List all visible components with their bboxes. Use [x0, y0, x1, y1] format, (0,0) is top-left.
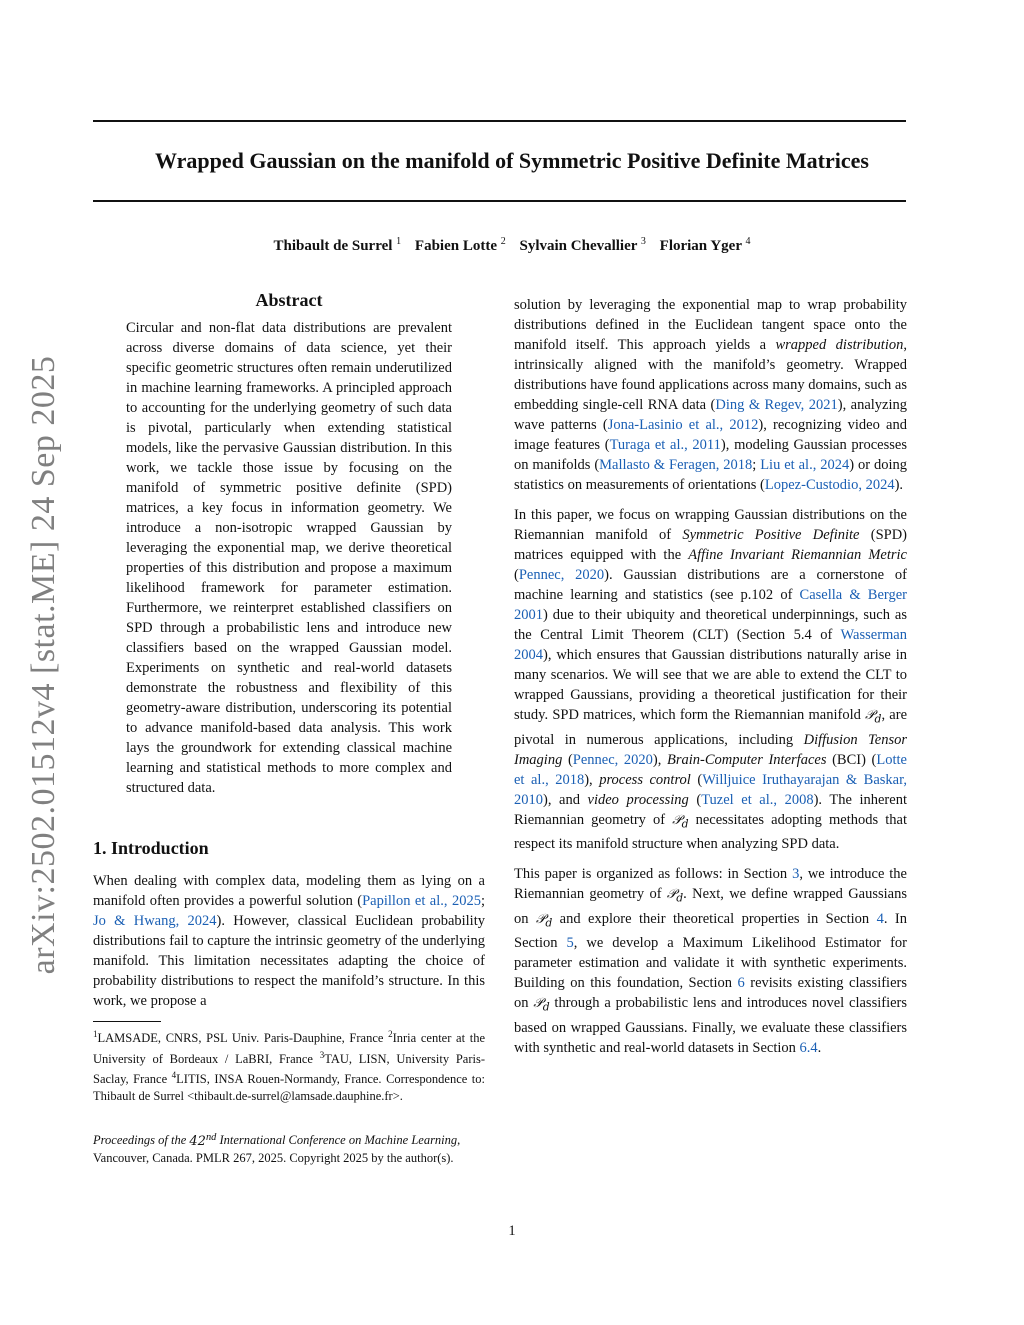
math-pd: 𝒫$_d$	[535, 911, 553, 930]
paper-title: Wrapped Gaussian on the manifold of Symmetric Positive Definite Matrices	[155, 148, 869, 173]
citation-link[interactable]: Tuzel et al., 2008	[701, 791, 814, 808]
left-column	[93, 290, 485, 1167]
author: Florian Yger $^4$	[659, 236, 751, 254]
citation-link[interactable]: Pennec, 2020	[518, 567, 605, 583]
abstract-body: Circular and non-flat data distributions are prevalent across diverse domains of data science, yet their specific geometric structures often remain underutilized in machine learning frameworks. A principled approach to accounting for the underlying geometry of such data is pivotal, particularly when extending statistical models, like the pervasive Gaussian distribution. In this work, we tackle those issue by focusing on the manifold of symmetric positive definite (SPD) matrices, a key focus in information geometry. We introduce a non-isotropic wrapped Gaussian by leveraging the exponential map, we derive theoretical properties of this distribution and propose a maximum likelihood framework for parameter estimation. Furthermore, we reinterpret established classifiers on SPD through a probabilistic lens and introduce new classifiers based on the wrapped Gaussian model. Experiments on synthetic and real-world datasets demonstrate the robustness and flexibility of this geometry-aware distribution, underscoring its potential to advance manifold-based data analysis. This work lays the groundwork for extending classical machine learning and statistical methods to more complex and structured data.	[126, 320, 452, 796]
math-pd: 𝒫$_d$	[533, 996, 550, 1014]
citation-link[interactable]: Papillon et al., 2025	[362, 893, 481, 909]
citation-link[interactable]: Pennec, 2020	[572, 751, 653, 768]
section-link[interactable]: 6	[737, 975, 745, 992]
section-link[interactable]: 5	[566, 935, 574, 952]
citation-link[interactable]: Liu et al., 2024	[760, 457, 850, 473]
author: Sylvain Chevallier $^3$	[519, 236, 646, 254]
citation-link[interactable]: Ding & Regev, 2021	[715, 397, 838, 413]
page-number: 1	[508, 1223, 516, 1239]
author-list	[60, 236, 964, 255]
citation-link[interactable]: Willjuice Iruthayarajan & Baskar, 2010	[514, 771, 907, 808]
math-pd: 𝒫$_d$	[672, 812, 689, 831]
section-link[interactable]: 3	[792, 866, 800, 883]
section-link[interactable]: 4	[876, 910, 884, 927]
citation-link[interactable]: Wasserman 2004	[514, 627, 907, 663]
right-column	[514, 295, 907, 1068]
citation-link[interactable]: Jona-Lasinio et al., 2012	[607, 417, 759, 433]
author: Thibault de Surrel $^1$	[273, 236, 402, 254]
section-link[interactable]: 6.4	[799, 1039, 818, 1056]
abstract-heading: Abstract	[255, 290, 323, 310]
citation-link[interactable]: Lotte et al., 2018	[514, 751, 907, 788]
citation-link[interactable]: Casella & Berger 2001	[514, 587, 907, 623]
section-heading-introduction: 1. Introduction	[93, 838, 209, 858]
citation-link[interactable]: Mallasto & Feragen, 2018	[599, 457, 753, 473]
footnote-separator	[93, 1021, 161, 1022]
body-paragraph: This paper is organized as follows: in Section 3, we introduce the Riemannian geometry of 𝒫$_d$. Next, we define wrapped Gaussians on 𝒫$_d$ and explore their theoretical properties in Section 4. In Section 5, we develop a Maximum Likelihood Estimator for parameter estimation and validate it with synthetic experiments. Building on this foundation, Section 6 revisits existing classifiers on 𝒫$_d$ through a probabilistic lens and introduces novel classifiers based on wrapped Gaussians. Finally, we evaluate these classifiers with synthetic and real-world datasets in Section 6.4.	[514, 866, 908, 1056]
citation-link[interactable]: Lopez-Custodio, 2024	[764, 477, 895, 493]
citation-link[interactable]: Jo & Hwang, 2024	[93, 913, 217, 929]
math-pd: 𝒫$_d$	[666, 887, 684, 905]
citation-link[interactable]: Turaga et al., 2011	[609, 437, 721, 453]
title-rule-top	[93, 120, 906, 122]
author: Fabien Lotte $^2$	[414, 236, 506, 254]
body-paragraph: solution by leveraging the exponential map to wrap probability distributions defined in the Euclidean tangent space onto the manifold itself. This approach yields a wrapped distribution, intrinsically aligned with the manifold’s geometry. Wrapped distributions have found applications across many domains, such as embedding single-cell RNA data (Ding & Regev, 2021), analyzing wave patterns (Jona-Lasinio et al., 2012), recognizing video and image features (Turaga et al., 2011), modeling Gaussian processes on manifolds (Mallasto & Feragen, 2018; Liu et al., 2024) or doing statistics on measurements of orientations (Lopez-Custodio, 2024).	[514, 297, 908, 493]
title-rule-bottom	[93, 200, 906, 202]
intro-paragraph: When dealing with complex data, modeling them as lying on a manifold often provides a powerful solution (Papillon et al., 2025; Jo & Hwang, 2024). However, classical Euclidean probability distributions fail to capture the intrinsic geometry of the underlying manifold. This limitation necessitates adapting the choice of probability distributions to respect the manifold’s structure. In this work, we propose a	[93, 873, 485, 1009]
arxiv-identifier: arXiv:2502.01512v4 [stat.ME] 24 Sep 2025	[25, 355, 62, 975]
body-paragraph: In this paper, we focus on wrapping Gaussian distributions on the Riemannian manifold of Symmetric Positive Definite (SPD) matrices equipped with the Affine Invariant Riemannian Metric (Pennec, 2020). Gaussian distributions are a cornerstone of machine learning and statistics (see p.102 of Casella & Berger 2001) due to their ubiquity and theoretical underpinnings, such as the Central Limit Theorem (CLT) (Section 5.4 of Wasserman 2004), which ensures that Gaussian distributions naturally arise in many scenarios. We will see that we are able to extend the CLT to wrapped Gaussians, providing a theoretical justification for their study. SPD matrices, which form the Riemannian manifold 𝒫$_d$, are pivotal in numerous applications, including Diffusion Tensor Imaging (Pennec, 2020), Brain-Computer Interfaces (BCI) (Lotte et al., 2018), process control (Willjuice Iruthayarajan & Baskar, 2010), and video processing (Tuzel et al., 2008). The inherent Riemannian geometry of 𝒫$_d$ necessitates adopting methods that respect its manifold structure when analyzing SPD data.	[514, 507, 908, 853]
math-pd: 𝒫$_d$	[865, 708, 882, 726]
affiliations-footnote: $^1$LAMSADE, CNRS, PSL Univ. Paris-Dauphine, France $^2$Inria center at the University of Bordeaux / LaBRI, France $^3$TAU, LISN, University Paris-Saclay, France $^4$LITIS, INSA Rouen-Normandy, France. Correspondence to: Thibault de Surrel <thibault.de-surrel@lamsade.dauphine.fr>.	[93, 1029, 486, 1103]
proceedings-notice: Proceedings of the 42nd International Conference on Machine Learning, Vancouver, Canada. PMLR 267, 2025. Copyright 2025 by the author(s).	[93, 1131, 461, 1165]
